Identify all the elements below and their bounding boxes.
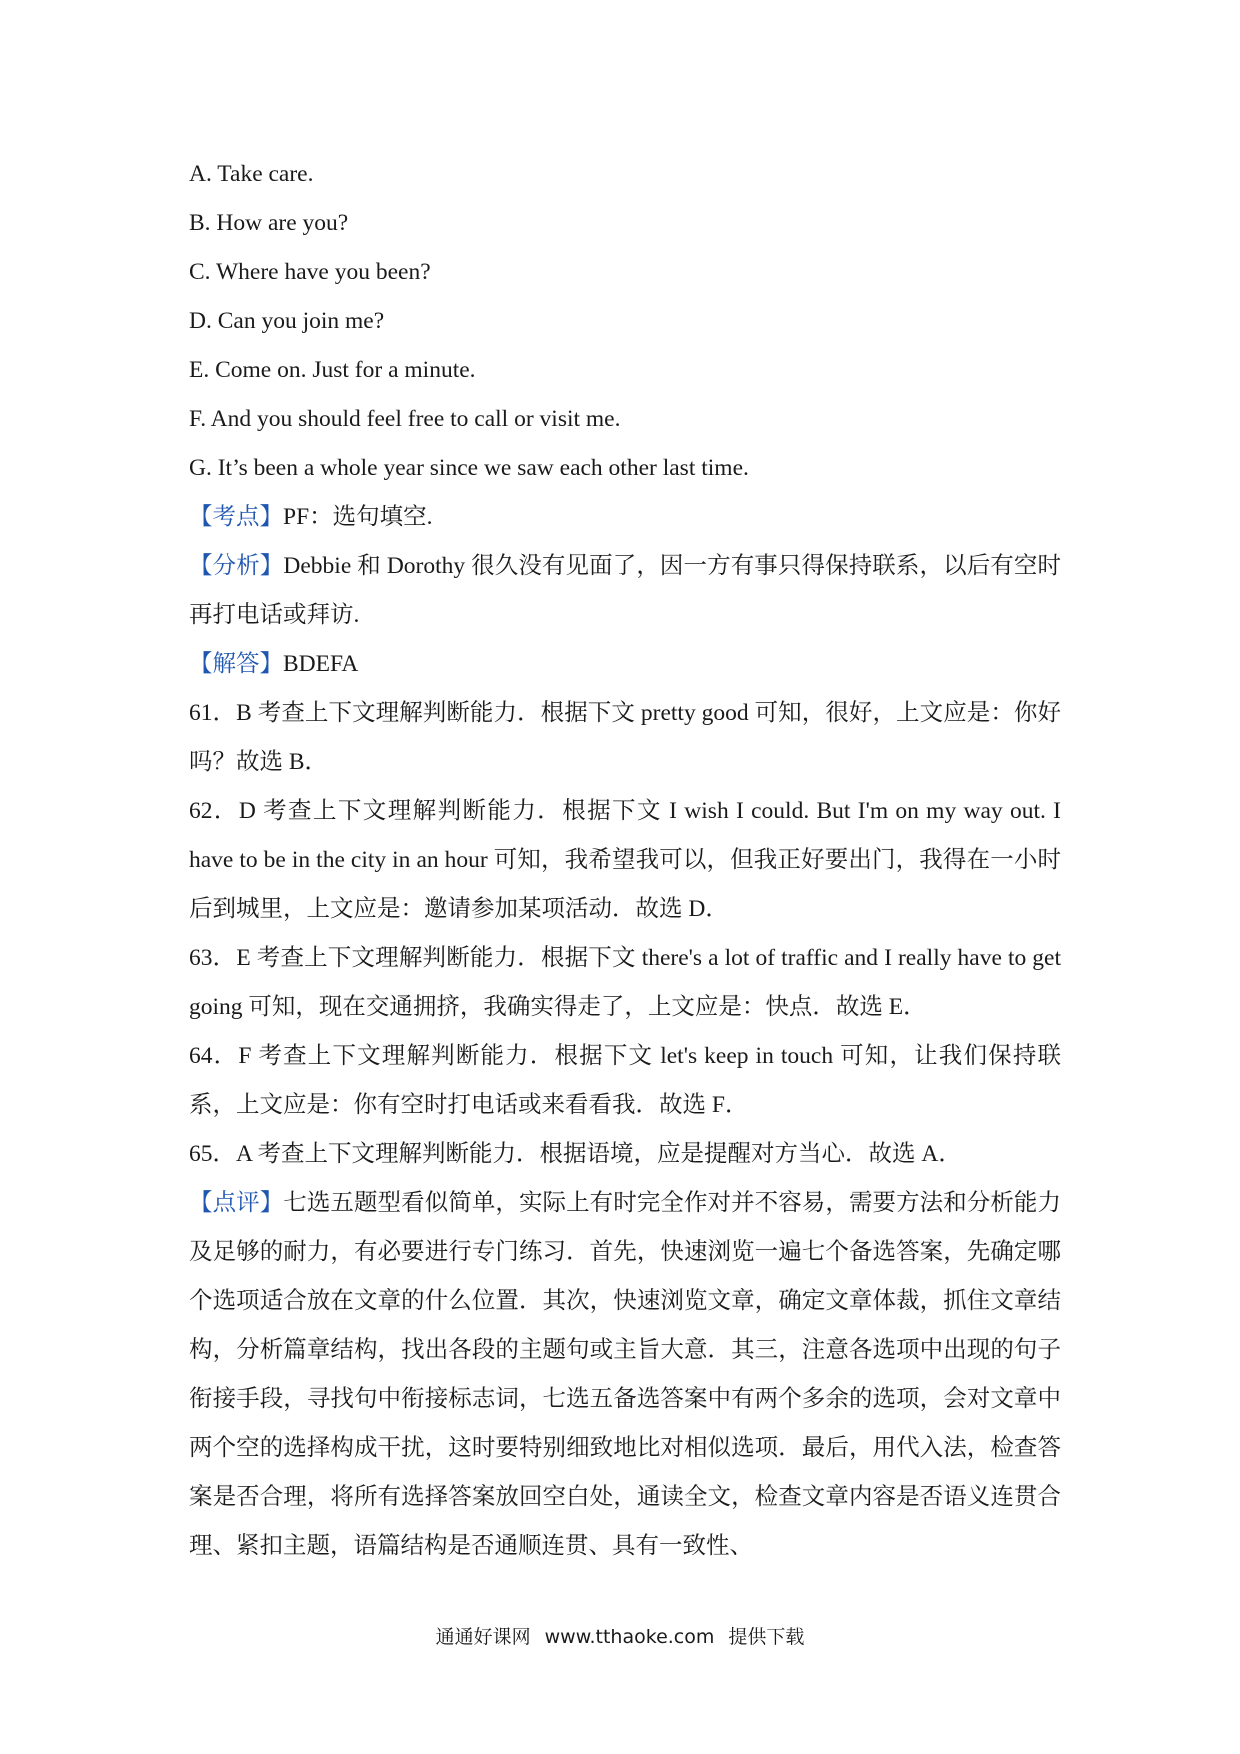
option-g: G. It’s been a whole year since we saw each other last time. [189, 455, 749, 481]
dianping-text: 七选五题型看似简单，实际上有时完全作对并不容易，需要方法和分析能力及足够的耐力，有必要进行专门练习．首先，快速浏览一遍七个备选答案，先确定哪个选项适合放在文章的什么位置．其次，快速浏览文章，确定文章体裁，抓住文章结构，分析篇章结构，找出各段的主题句或主旨大意．其三，注意各选项中出现的句子衔接手段，寻找句中衔接标志词，七选五备选答案中有两个多余的选项，会对文章中两个空的选择构成干扰，这时要特别细致地比对相似选项．最后，用代入法，检查答案是否合理，将所有选择答案放回空白处，通读全文，检查文章内容是否语义连贯合理、紧扣主题，语篇结构是否通顺连贯、具有一致性、 [189, 1190, 1062, 1559]
dianping-label: 【点评】 [189, 1190, 284, 1216]
answer-65: 65．A 考查上下文理解判断能力．根据语境，应是提醒对方当心．故选 A． [189, 1141, 962, 1167]
jieda-label: 【解答】 [189, 651, 283, 677]
option-a: A. Take care. [189, 161, 314, 187]
fenxi-text: Debbie 和 Dorothy 很久没有见面了，因一方有事只得保持联系，以后有空时再打电话或拜访. [189, 553, 1062, 628]
answer-61: 61．B 考查上下文理解判断能力．根据下文 pretty good 可知，很好，上文应是：你好吗？故选 B． [189, 700, 1061, 775]
page-content [189, 150, 1061, 1571]
answer-62: 62．D 考查上下文理解判断能力．根据下文 I wish I could. But I'm on my way out. I have to be in the city in an hour 可知，我希望我可以，但我正好要出门，我得在一小时后到城里，上文应是：邀请参加某项活动．故选 D． [189, 798, 1061, 922]
page-footer: 通通好课网 www.tthaoke.com 提供下载 [435, 1626, 805, 1648]
option-f: F. And you should feel free to call or visit me. [189, 406, 621, 432]
option-e: E. Come on. Just for a minute. [189, 357, 476, 383]
jieda-section [189, 640, 1061, 689]
kaodian-text: PF：选句填空. [283, 504, 433, 530]
dianping-section [189, 1179, 1061, 1571]
fenxi-section [189, 542, 1061, 640]
jieda-text: BDEFA [283, 651, 359, 677]
fenxi-label: 【分析】 [189, 553, 284, 579]
kaodian-section [189, 493, 1061, 542]
answer-63: 63．E 考查上下文理解判断能力．根据下文 there's a lot of traffic and I really have to get going 可知，现在交通拥挤，我确实得走了，上文应是：快点．故选 E． [189, 945, 1061, 1020]
kaodian-label: 【考点】 [189, 504, 283, 530]
option-b: B. How are you? [189, 210, 349, 236]
option-d: D. Can you join me? [189, 308, 385, 334]
option-c: C. Where have you been? [189, 259, 431, 285]
answer-64: 64．F 考查上下文理解判断能力．根据下文 let's keep in touch 可知，让我们保持联系，上文应是：你有空时打电话或来看看我．故选 F． [189, 1043, 1061, 1118]
